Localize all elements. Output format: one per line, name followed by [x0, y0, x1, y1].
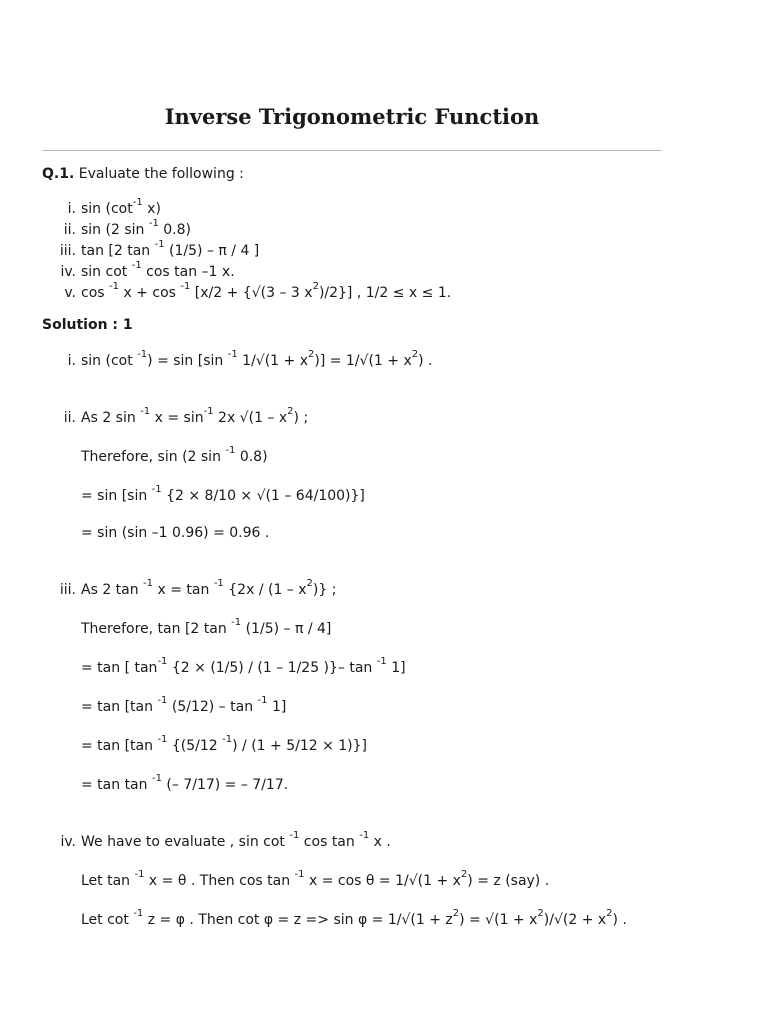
solution-step-line: = sin (sin –1 0.96) = 0.96 .: [81, 525, 270, 541]
solution-step-line: Therefore, sin (2 sin $^{-1}$ 0.8): [81, 445, 268, 465]
solution-step-line: Let cot $^{-1}$ z = φ . Then $\cot \varphi = z => \sin \varphi = 1/√(1 + z^2) = √(1 + x^2)/√(2 + x^2)$ .: [81, 908, 627, 928]
title-divider: [42, 150, 662, 151]
question-item-line: cos $^{-1}$ x + cos $^{-1}$ [x/2 + {√(3 – 3 $x^2)/2$}] , 1/2 ≤ x ≤ 1.: [81, 281, 452, 301]
question-item-number: v.: [64, 285, 76, 301]
question-item-number: iv.: [60, 264, 76, 280]
solution-step-line: = tan [ $\tan^{-1} \{2 \times (1/5) / (1 - 1/25$ )}– tan $^{-1}$ 1]: [81, 656, 406, 676]
solution-label: Solution : 1: [42, 317, 133, 333]
solution-step-line: Let tan $^{-1}$ x = θ . Then cos tan $^{-1}$ $x = \cos \theta = 1/√(1 + x^2) = z$ (say) .: [81, 869, 550, 889]
question-item-line: $\sin (\cot^{-1}$ x): [81, 197, 161, 217]
solution-step-number: iv.: [60, 834, 76, 850]
question-item-line: sin (2 sin $^{-1}$ 0.8): [81, 218, 192, 238]
question-item-number: i.: [67, 201, 76, 217]
solution-step-line: As 2 sin $^{-1}$ $x = \sin^{-1} 2x$ $√(1 - x^2)$ ;: [81, 406, 309, 426]
solution-step-number: iii.: [59, 582, 76, 598]
question-header: [42, 166, 244, 182]
question-prompt: Evaluate the following :: [78, 166, 244, 182]
solution-step-line: We have to evaluate , sin cot $^{-1}$ cos tan $^{-1}$ x .: [81, 830, 391, 850]
question-label: Q.1.: [42, 166, 75, 182]
solution-step-number: ii.: [63, 410, 76, 426]
question-item-line: sin cot $^{-1}$ cos tan –1 x.: [81, 260, 235, 280]
solution-step-line: Therefore, tan [2 tan $^{-1}$ (1/5) – π / 4]: [81, 617, 332, 637]
page-title: Inverse Trigonometric Function: [164, 104, 540, 129]
solution-step-number: i.: [67, 353, 76, 369]
solution-step-line: = tan [tan $^{-1}$ {(5/12 $^{-1}$) / (1 + 5/12 × 1)}]: [81, 734, 368, 754]
solution-step-line: sin (cot $^{-1}$) = sin [sin $^{-1}$ $1/√(1 + x^2)] = 1/√(1 + x^2)$ .: [81, 349, 433, 369]
solution-step-line: As 2 tan $^{-1}$ x = tan $^{-1}$ $\{2x / (1 - x^2)\}$ ;: [81, 578, 337, 598]
solution-step-line: = sin [sin $^{-1}$ {2 × 8/10 × √(1 – 64/100)}]: [81, 484, 365, 504]
question-item-line: tan [2 tan $^{-1}$ (1/5) – π / 4 ]: [81, 239, 260, 259]
question-item-number: iii.: [59, 243, 76, 259]
question-item-number: ii.: [63, 222, 76, 238]
solution-step-line: = tan tan $^{-1}$ (– 7/17) = – 7/17.: [81, 773, 289, 793]
solution-step-line: = tan [tan $^{-1}$ (5/12) – tan $^{-1}$ 1]: [81, 695, 287, 715]
